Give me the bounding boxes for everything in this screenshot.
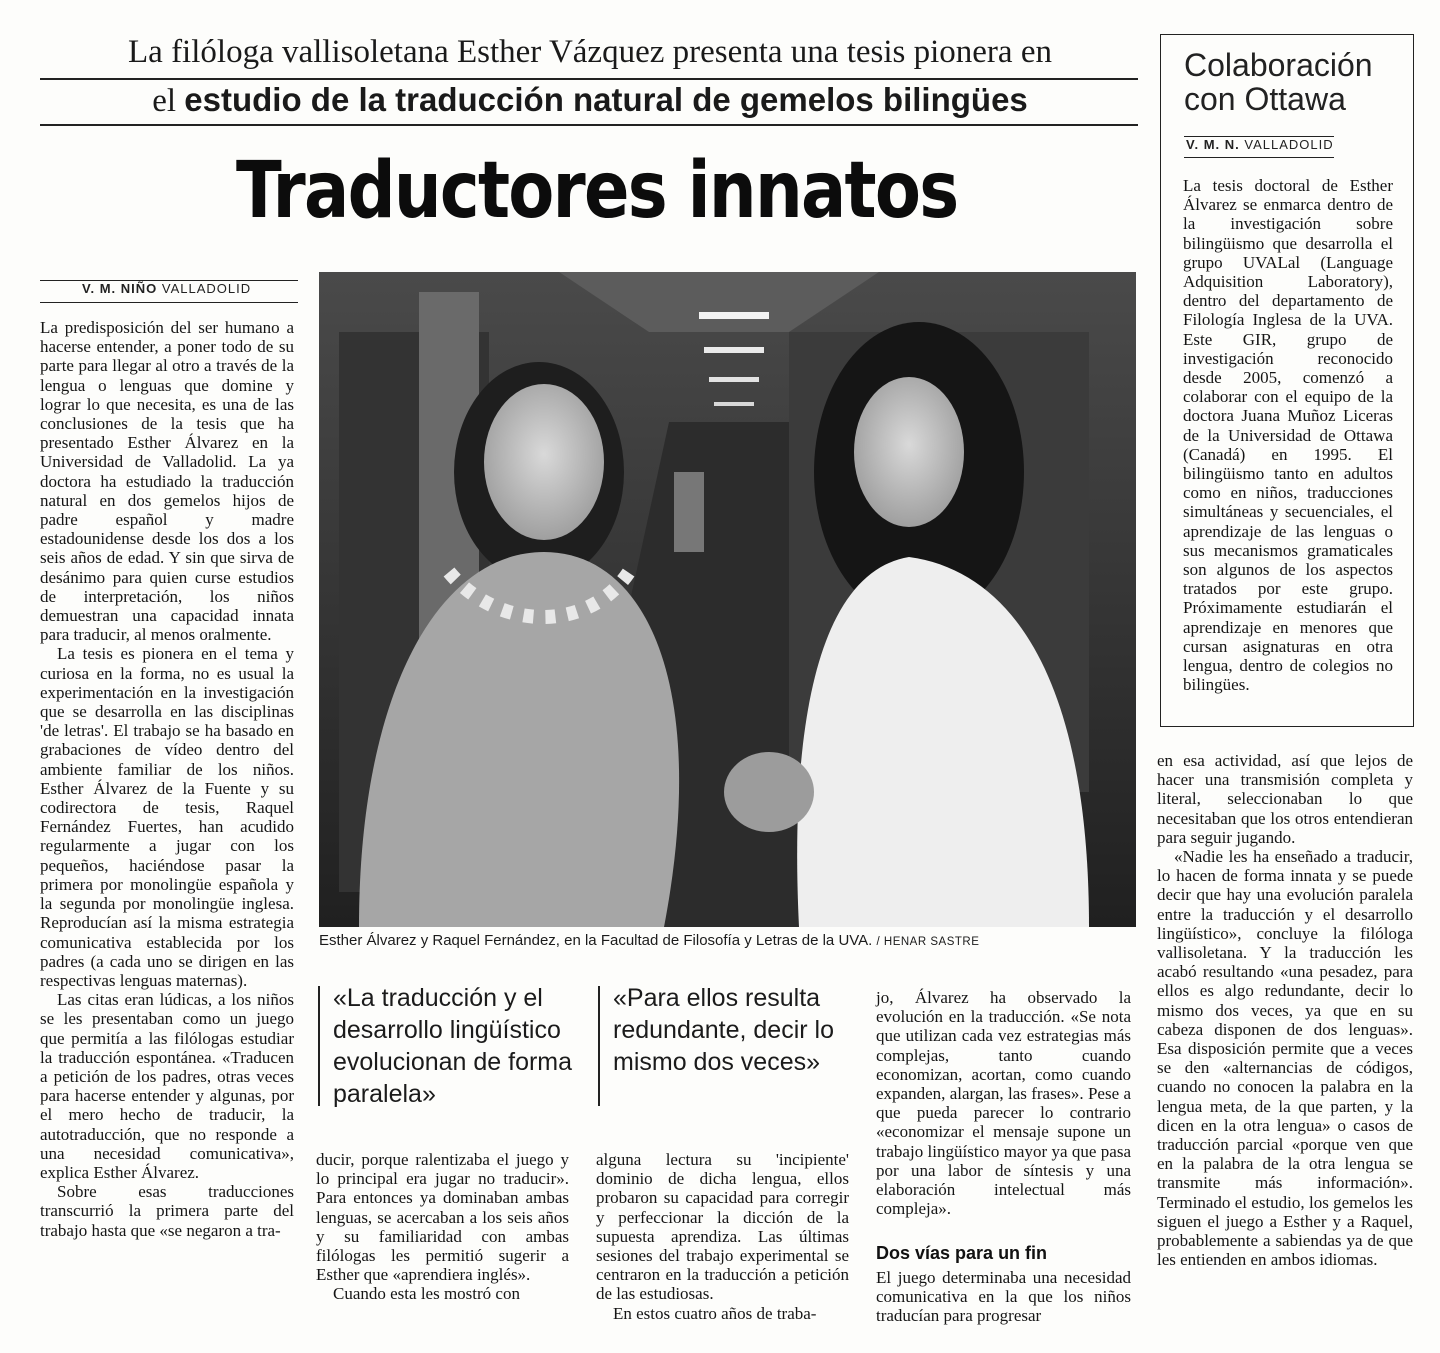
column-1-paragraph-4: Sobre esas traducciones transcurrió la primera parte del trabajo hasta que «se negaron a tra- [40,1182,294,1240]
kicker-line-1: La filóloga vallisoletana Esther Vázquez presenta una tesis pionera en [128,34,1052,70]
column-2 [316,1150,569,1304]
sidebar-byline-author: V. M. N. [1186,137,1240,152]
photo-caption [319,932,979,949]
kicker-line-2-bold: estudio de la traducción natural de gemelos bilingües [184,81,1028,118]
sidebar-title-line-2: con Ottawa [1184,81,1346,117]
sidebar-paragraph: La tesis doctoral de Esther Álvarez se enmarca dentro de la investigación sobre bilingüismo que desarrolla el grupo UVALal (Language Adquisition Laboratory), dentro del departamento de Filología Inglesa de la UVA. Este GIR, grupo de investigación reconocido desde 2005, comenzó a colaborar con el equipo de la doctora Juana Muñoz Liceras de la Universidad de Ottawa (Canadá) en 1995. El bilingüismo tanto en adultos como en niños, traducciones simultáneas y secuenciales, el aprendizaje de las lenguas o sus mecanismos gramaticales son algunos de los aspectos tratados por este grupo. Próximamente estudiarán el aprendizaje en menores que cursan asignaturas en otra lengua, dentro de colegios no bilingües. [1183,176,1393,695]
column-4 [876,988,1131,1218]
column-1-paragraph-3: Las citas eran lúdicas, a los niños se les presentaban como un juego que permitía a las filólogas estudiar la traducción espontánea. «Traducen a petición de los padres, otras veces para hacerse entender y algunas, por el mero hecho de traducir, la autotraducción, que no responde a una necesidad comunicativa», explica Esther Álvarez. [40,990,294,1182]
photo-illustration [319,272,1136,927]
pull-quote-1: «La traducción y el desarrollo lingüístico evolucionan de forma paralela» [333,984,573,1108]
pull-quote-2: «Para ellos resulta redundante, decir lo mismo dos veces» [613,984,834,1076]
column-2-paragraph-2: Cuando esta les mostró con [333,1284,520,1304]
quote-1-rule [318,986,320,1106]
kicker-divider [40,78,1138,80]
column-3 [596,1150,849,1323]
column-5 [1157,751,1413,1269]
column-5-paragraph-2: «Nadie les ha enseñado a traducir, lo hacen de forma innata y se puede decir que hay una evolución paralela entre la traducción y el desarrollo lingüístico», concluye la filóloga vallisoletana. Y la traducción les acabó resultando «una pesadez, para ellos es algo redundante, decir lo mismo dos veces, ya que en su cabeza disponen de dos lenguas». Esa disposición permite que a veces se den «alternancias de códigos, cuando no conocen la palabra en la lengua meta, de la que parten, y la dicen en la otra lengua» o casos de traducción parcial «porque ven que en la palabra de la otra lengua se transmite más información». Terminado el estudio, los gemelos les siguen el juego a Esther y a Raquel, probablemente a sabiendas ya de que les entienden en ambos idiomas. [1157,847,1413,1270]
column-1 [40,318,294,1240]
byline-place: VALLADOLID [161,281,252,296]
quote-2-rule [598,986,600,1106]
sidebar-byline-bottom-rule [1184,157,1334,158]
sidebar-byline [1186,137,1334,152]
column-5-paragraph-1: en esa actividad, así que lejos de hacer una transmisión completa y literal, seleccionaban lo que necesitaban que los otros entendieran para seguir jugando. [1157,751,1413,847]
byline [82,281,251,296]
kicker-line-2-light: el [152,83,177,119]
column-1-paragraph-2: La tesis es pionera en el tema y curiosa en la forma, no es usual la experimentación en la investigación que se desarrolla en las disciplinas 'de letras'. El trabajo se ha basado en grabaciones de vídeo dentro del ambiente familiar de los niños. Esther Álvarez de la Fuente y su codirectora de tesis, Raquel Fernández Fuertes, han acudido regularmente a jugar con los pequeños, haciéndose pasar la primera por monolingüe española y la segunda por monolingüe inglesa. Reproducían así la misma estrategia comunicativa establecida por los padres (a cada uno se dirigen en las respectivas lenguas maternas). [40,644,294,990]
kicker-bottom-rule [40,124,1138,126]
kicker-line-2 [40,76,1140,125]
column-4-paragraph-1: jo, Álvarez ha observado la evolución en la traducción. «Se nota que utilizan cada vez estrategias más complejas, tanto cuando economizan, acortan, como cuando expanden, alargan, las frases». Pese a que pueda parecer lo contrario «economizar el mensaje supone un trabajo lingüístico mayor ya que pasa por una labor de síntesis y una elaboración intelectual más compleja». [876,988,1131,1219]
column-4-paragraph-2: El juego determinaba una necesidad comunicativa en la que los niños traducían para progresar [876,1268,1131,1326]
column-4-continued [876,1268,1131,1326]
byline-author: V. M. NIÑO [82,281,158,296]
byline-bottom-rule [40,302,298,303]
article-photo [319,272,1136,927]
column-3-paragraph-1: alguna lectura su 'incipiente' dominio de dicha lengua, ellos probaron su capacidad para corregir y perfeccionar la dicción de la supuesta aprendiza. Las últimas sesiones del trabajo experimental se centraron en la traducción a petición de las estudiosas. [596,1150,849,1304]
sidebar-byline-place: VALLADOLID [1244,137,1334,152]
photo-credit: / HENAR SASTRE [876,936,980,948]
column-4-subhead: Dos vías para un fin [876,1243,1048,1263]
column-2-paragraph-1: ducir, porque ralentizaba el juego y lo principal era jugar no traducir». Para entonces ya dominaban ambas lenguas, se acercaban a los seis años y su familiaridad con ambas filólogas les permitió sugerir a Esther que «aprendiera inglés». [316,1150,569,1285]
column-3-paragraph-2: En estos cuatro años de traba- [613,1303,817,1323]
sidebar-title-line-1: Colaboración [1184,47,1373,83]
column-1-paragraph-1: La predisposición del ser humano a hacerse entender, a poner todo de su parte para llegar al otro a través de la lengua o lenguas que domine y lograr lo que necesita, es una de las conclusiones de la tesis que ha presentado Esther Álvarez en la Universidad de Valladolid. La ya doctora ha estudiado la traducción natural en dos gemelos hijos de padre español y madre estadounidense desde los dos a los seis años de edad. Y sin que sirva de desánimo para quien curse estudios de interpretación, los niños demuestran una capacidad innata para traducir, al menos oralmente. [40,318,294,645]
sidebar-body [1183,176,1393,694]
sidebar-title [1184,48,1373,116]
headline: Traductores innatos [236,146,958,236]
photo-caption-text: Esther Álvarez y Raquel Fernández, en la Facultad de Filosofía y Letras de la UVA. [319,932,873,949]
